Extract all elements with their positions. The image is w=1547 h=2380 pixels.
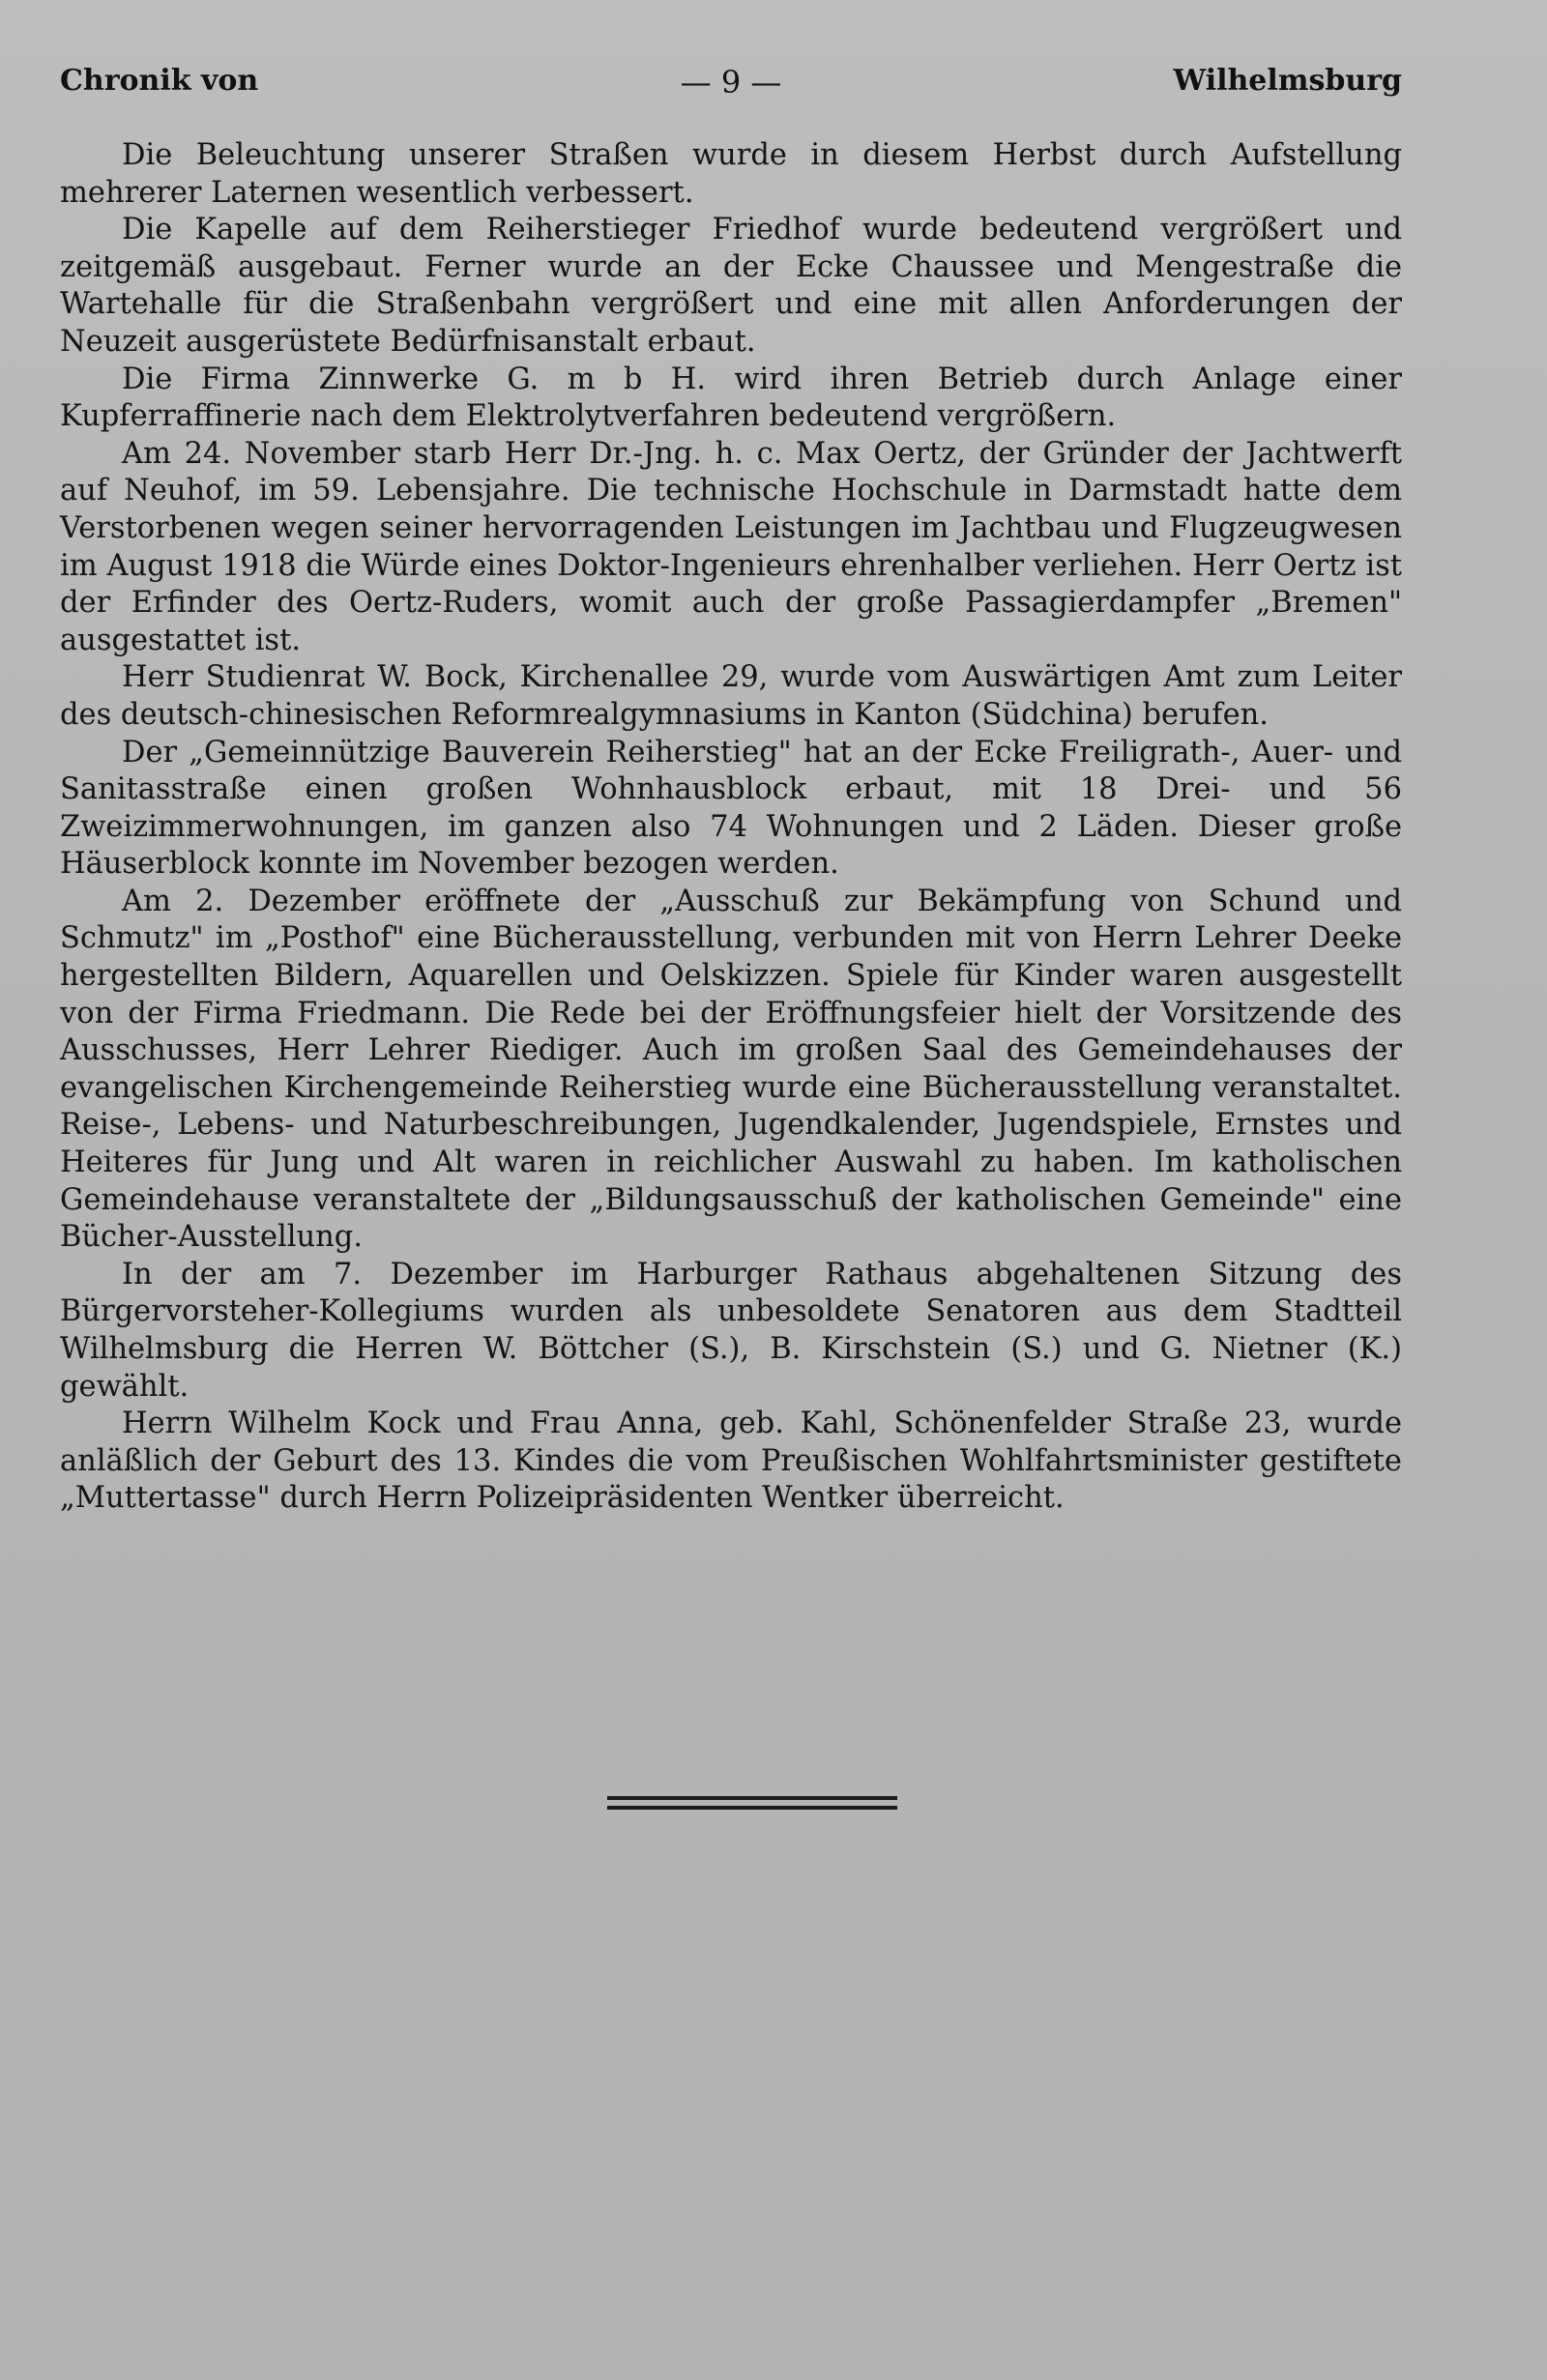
page-number: — 9 —: [680, 64, 782, 101]
article-body: [60, 137, 1402, 1518]
end-divider-line-top: [607, 1796, 897, 1800]
header-right-title: Wilhelmsburg: [1173, 64, 1402, 98]
paragraph-cemetery-chapel: Die Kapelle auf dem Reiherstieger Friedhof wurde bedeutend vergrößert und zeitgemäß ausgebaut. Ferner wurde an der Ecke Chaussee und Mengestraße die Wartehalle für die Straßenbahn vergrößert und eine mit allen Anforderungen der Neuzeit ausgerüstete Bedürfnisanstalt erbaut.: [60, 213, 1402, 359]
running-header: [60, 64, 1402, 112]
paragraph-studienrat-bock: Herr Studienrat W. Bock, Kirchenallee 29, wurde vom Auswärtigen Amt zum Leiter des deutsch-chinesischen Reformrealgymnasiums in Kanton (Südchina) berufen.: [60, 660, 1402, 732]
header-left-title: Chronik von: [60, 64, 259, 98]
paragraph-muttertasse: Herrn Wilhelm Kock und Frau Anna, geb. Kahl, Schönenfelder Straße 23, wurde anläßlich der Geburt des 13. Kindes die vom Preußischen Wohlfahrtsminister gestiftete „Muttertasse" durch Herrn Polizeipräsidenten Wentker überreicht.: [60, 1407, 1402, 1516]
paragraph-bauverein: Der „Gemeinnützige Bauverein Reiherstieg" hat an der Ecke Freiligrath-, Auer- und Sanitasstraße einen großen Wohnhausblock erbaut, mit 18 Drei- und 56 Zweizimmerwohnungen, im ganzen also 74 Wohnungen und 2 Läden. Dieser große Häuserblock konnte im November bezogen werden.: [60, 735, 1402, 882]
paragraph-max-oertz: Am 24. November starb Herr Dr.-Jng. h. c. Max Oertz, der Gründer der Jachtwerft auf Neuhof, im 59. Lebensjahre. Die technische Hochschule in Darmstadt hatte dem Verstorbenen wegen seiner hervorragenden Leistungen im Jachtbau und Flugzeugwesen im August 1918 die Würde eines Doktor-Ingenieurs ehrenhalber verliehen. Herr Oertz ist der Erfinder des Oertz-Ruders, womit auch der große Passagierdampfer „Bremen" ausgestattet ist.: [60, 436, 1402, 657]
paragraph-zinnwerke: Die Firma Zinnwerke G. m b H. wird ihren Betrieb durch Anlage einer Kupferraffinerie nach dem Elektrolytverfahren bedeutend vergrößern.: [60, 362, 1402, 434]
paragraph-book-exhibition: Am 2. Dezember eröffnete der „Ausschuß zur Bekämpfung von Schund und Schmutz" im „Posthof" eine Bücherausstellung, verbunden mit von Herrn Lehrer Deeke hergestellten Bildern, Aquarellen und Oelskizzen. Spiele für Kinder waren ausgestellt von der Firma Friedmann. Die Rede bei der Eröffnungsfeier hielt der Vorsitzende des Ausschusses, Herr Lehrer Riediger. Auch im großen Saal des Gemeindehauses der evangelischen Kirchengemeinde Reiherstieg wurde eine Bücherausstellung veranstaltet. Reise-, Lebens- und Naturbeschreibungen, Jugendkalender, Jugendspiele, Ernstes und Heiteres für Jung und Alt waren in reichlicher Auswahl zu haben. Im katholischen Gemeindehause veranstaltete der „Bildungsausschuß der katholischen Gemeinde" eine Bücher-Ausstellung.: [60, 884, 1402, 1255]
paragraph-senators: In der am 7. Dezember im Harburger Rathaus abgehaltenen Sitzung des Bürgervorsteher-Kollegiums wurden als unbesoldete Senatoren aus dem Stadtteil Wilhelmsburg die Herren W. Böttcher (S.), B. Kirschstein (S.) und G. Nietner (K.) gewählt.: [60, 1257, 1402, 1404]
paragraph-street-lighting: Die Beleuchtung unserer Straßen wurde in diesem Herbst durch Aufstellung mehrerer Laternen wesentlich verbessert.: [60, 138, 1402, 210]
end-divider-line-bottom: [607, 1806, 897, 1810]
